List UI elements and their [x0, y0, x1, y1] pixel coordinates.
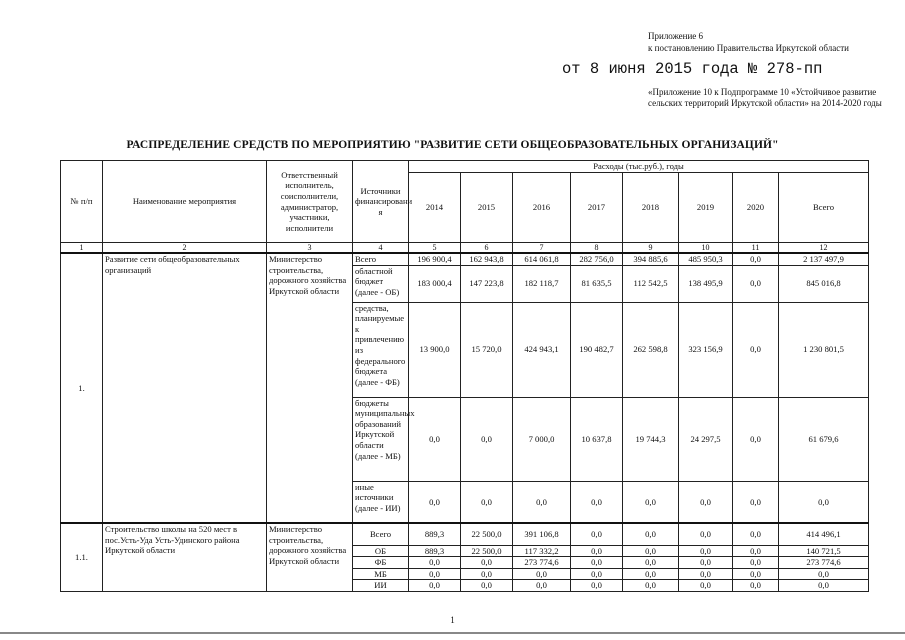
value-cell: 0,0 [461, 397, 513, 481]
column-number: 10 [679, 243, 733, 254]
value-cell: 0,0 [779, 481, 869, 523]
value-cell: 845 016,8 [779, 265, 869, 302]
value-cell: 140 721,5 [779, 545, 869, 557]
page-edge-divider [0, 632, 905, 634]
value-cell: 147 223,8 [461, 265, 513, 302]
value-cell: 0,0 [733, 557, 779, 569]
column-number: 8 [571, 243, 623, 254]
funding-source: Всего [353, 523, 409, 545]
value-cell: 0,0 [733, 397, 779, 481]
value-cell: 0,0 [733, 545, 779, 557]
header-year: 2017 [571, 173, 623, 243]
responsible-executor: Министерство строительства, дорожного хозяйства Иркутской области [267, 523, 353, 591]
header-year: 2018 [623, 173, 679, 243]
value-cell: 485 950,3 [679, 253, 733, 265]
value-cell: 0,0 [571, 545, 623, 557]
value-cell: 889,3 [409, 545, 461, 557]
header-year: 2015 [461, 173, 513, 243]
value-cell: 0,0 [571, 523, 623, 545]
header-total: Всего [779, 173, 869, 243]
value-cell: 2 137 497,9 [779, 253, 869, 265]
value-cell: 0,0 [461, 568, 513, 580]
value-cell: 0,0 [409, 568, 461, 580]
value-cell: 61 679,6 [779, 397, 869, 481]
value-cell: 0,0 [733, 302, 779, 397]
value-cell: 0,0 [733, 523, 779, 545]
funding-source: Всего [353, 253, 409, 265]
column-number: 11 [733, 243, 779, 254]
column-number: 5 [409, 243, 461, 254]
value-cell: 282 756,0 [571, 253, 623, 265]
value-cell: 0,0 [679, 545, 733, 557]
value-cell: 0,0 [571, 557, 623, 569]
value-cell: 0,0 [409, 557, 461, 569]
header-year: 2019 [679, 173, 733, 243]
funding-source: областной бюджет (далее - ОБ) [353, 265, 409, 302]
value-cell: 0,0 [461, 481, 513, 523]
column-number: 3 [267, 243, 353, 254]
value-cell: 262 598,8 [623, 302, 679, 397]
value-cell: 0,0 [733, 481, 779, 523]
value-cell: 0,0 [733, 580, 779, 592]
value-cell: 13 900,0 [409, 302, 461, 397]
value-cell: 0,0 [623, 580, 679, 592]
column-number: 9 [623, 243, 679, 254]
value-cell: 0,0 [679, 557, 733, 569]
value-cell: 0,0 [623, 545, 679, 557]
value-cell: 889,3 [409, 523, 461, 545]
funding-source: ФБ [353, 557, 409, 569]
value-cell: 0,0 [779, 568, 869, 580]
value-cell: 0,0 [623, 523, 679, 545]
value-cell: 1 230 801,5 [779, 302, 869, 397]
value-cell: 394 885,6 [623, 253, 679, 265]
value-cell: 22 500,0 [461, 523, 513, 545]
value-cell: 183 000,4 [409, 265, 461, 302]
appendix-note: «Приложение 10 к Подпрограмме 10 «Устойчивое развитие сельских территорий Иркутской области» на 2014-2020 годы [648, 87, 882, 108]
table-row [61, 253, 869, 265]
value-cell: 190 482,7 [571, 302, 623, 397]
value-cell: 10 637,8 [571, 397, 623, 481]
header-expenses: Расходы (тыс.руб.), годы [409, 161, 869, 173]
value-cell: 0,0 [513, 481, 571, 523]
funding-source: ОБ [353, 545, 409, 557]
funding-table [60, 160, 869, 592]
row-number: 1.1. [61, 523, 103, 591]
header-responsible: Ответственный исполнитель, соисполнители, администратор, участники, исполнители [267, 161, 353, 243]
value-cell: 0,0 [679, 523, 733, 545]
activity-name: Развитие сети общеобразовательных организаций [103, 253, 267, 523]
value-cell: 182 118,7 [513, 265, 571, 302]
column-number: 4 [353, 243, 409, 254]
value-cell: 0,0 [513, 568, 571, 580]
funding-source: бюджеты муниципальных образований Иркутской области (далее - МБ) [353, 397, 409, 481]
value-cell: 24 297,5 [679, 397, 733, 481]
value-cell: 0,0 [409, 397, 461, 481]
value-cell: 0,0 [409, 580, 461, 592]
decree-date: от 8 июня 2015 года № 278-пп [562, 60, 823, 78]
value-cell: 196 900,4 [409, 253, 461, 265]
value-cell: 162 943,8 [461, 253, 513, 265]
value-cell: 0,0 [571, 481, 623, 523]
value-cell: 614 061,8 [513, 253, 571, 265]
value-cell: 424 943,1 [513, 302, 571, 397]
value-cell: 117 332,2 [513, 545, 571, 557]
header-year: 2016 [513, 173, 571, 243]
value-cell: 0,0 [779, 580, 869, 592]
decree-reference: к постановлению Правительства Иркутской области [648, 43, 849, 53]
value-cell: 0,0 [571, 568, 623, 580]
funding-source: ИИ [353, 580, 409, 592]
value-cell: 0,0 [733, 253, 779, 265]
value-cell: 273 774,6 [779, 557, 869, 569]
page-number: 1 [450, 615, 455, 625]
column-number-row [61, 243, 869, 254]
funding-source: иные источники (далее - ИИ) [353, 481, 409, 523]
column-number: 1 [61, 243, 103, 254]
table-row [61, 523, 869, 545]
column-number: 2 [103, 243, 267, 254]
value-cell: 0,0 [571, 580, 623, 592]
row-number: 1. [61, 253, 103, 523]
value-cell: 323 156,9 [679, 302, 733, 397]
header-source: Источники финансировани я [353, 161, 409, 243]
value-cell: 0,0 [461, 557, 513, 569]
header-year: 2014 [409, 173, 461, 243]
header-num: № п/п [61, 161, 103, 243]
value-cell: 22 500,0 [461, 545, 513, 557]
value-cell: 0,0 [733, 265, 779, 302]
column-number: 12 [779, 243, 869, 254]
value-cell: 0,0 [461, 580, 513, 592]
value-cell: 0,0 [623, 557, 679, 569]
value-cell: 0,0 [679, 481, 733, 523]
activity-name: Строительство школы на 520 мест в пос.Усть-Уда Усть-Удинского района Иркутской области [103, 523, 267, 591]
value-cell: 0,0 [623, 568, 679, 580]
value-cell: 138 495,9 [679, 265, 733, 302]
responsible-executor: Министерство строительства, дорожного хозяйства Иркутской области [267, 253, 353, 523]
value-cell: 0,0 [679, 580, 733, 592]
column-number: 6 [461, 243, 513, 254]
value-cell: 391 106,8 [513, 523, 571, 545]
header-name: Наименование мероприятия [103, 161, 267, 243]
value-cell: 414 496,1 [779, 523, 869, 545]
value-cell: 81 635,5 [571, 265, 623, 302]
value-cell: 19 744,3 [623, 397, 679, 481]
document-title: РАСПРЕДЕЛЕНИЕ СРЕДСТВ ПО МЕРОПРИЯТИЮ "РАЗВИТИЕ СЕТИ ОБЩЕОБРАЗОВАТЕЛЬНЫХ ОРГАНИЗАЦИЙ" [126, 139, 779, 151]
appendix-label: Приложение 6 [648, 31, 704, 41]
value-cell: 0,0 [513, 580, 571, 592]
funding-source: средства, планируемые к привлечению из федерального бюджета (далее - ФБ) [353, 302, 409, 397]
header-year: 2020 [733, 173, 779, 243]
value-cell: 273 774,6 [513, 557, 571, 569]
column-number: 7 [513, 243, 571, 254]
value-cell: 0,0 [623, 481, 679, 523]
value-cell: 7 000,0 [513, 397, 571, 481]
funding-source: МБ [353, 568, 409, 580]
value-cell: 0,0 [733, 568, 779, 580]
value-cell: 0,0 [679, 568, 733, 580]
value-cell: 112 542,5 [623, 265, 679, 302]
value-cell: 15 720,0 [461, 302, 513, 397]
value-cell: 0,0 [409, 481, 461, 523]
